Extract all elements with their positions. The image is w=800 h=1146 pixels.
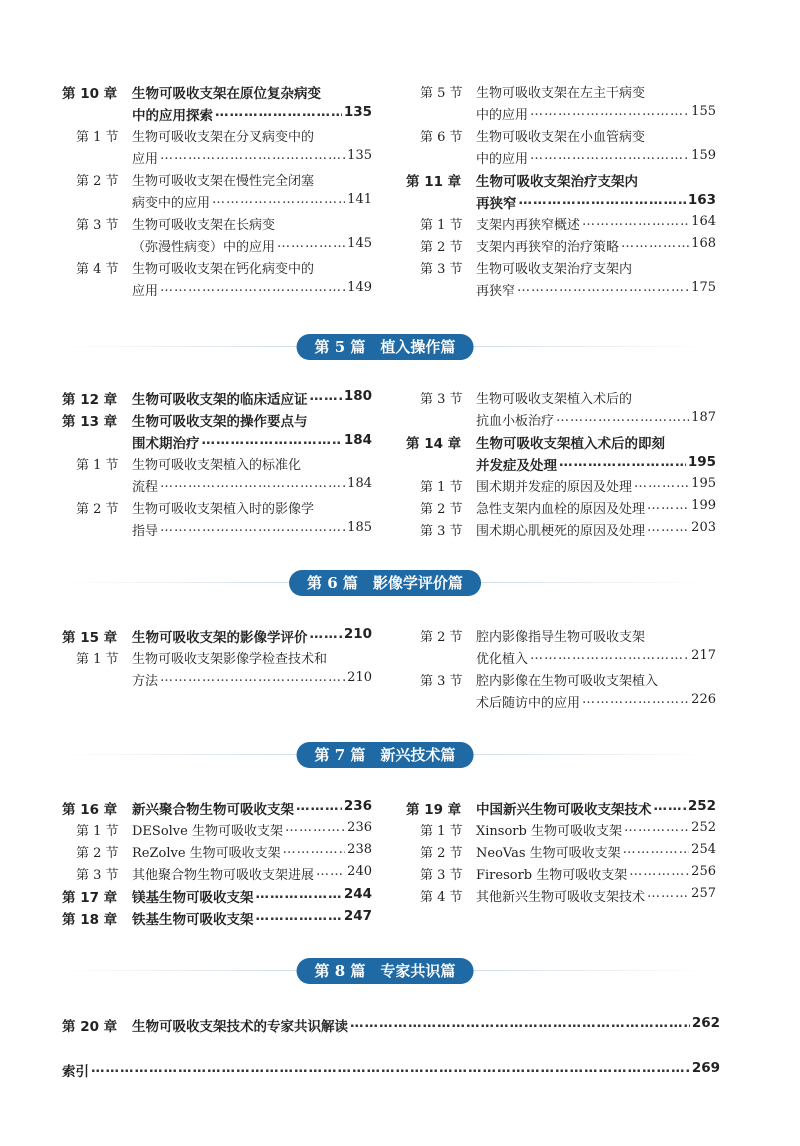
toc-section-entry[interactable] <box>62 646 372 668</box>
entry-title: 生物可吸收支架植入术后的 <box>476 392 633 407</box>
page-number: 185 <box>347 520 372 535</box>
page-number: 195 <box>687 454 716 470</box>
toc-section-entry[interactable] <box>406 80 716 102</box>
page-number: 247 <box>343 908 372 924</box>
page-number: 254 <box>691 842 716 857</box>
leader-dots <box>647 520 689 539</box>
leader-dots <box>582 692 689 711</box>
toc-part6-left <box>62 624 372 690</box>
page-number: 210 <box>343 626 372 642</box>
entry-title: 生物可吸收支架在原位复杂病变 <box>132 86 321 102</box>
toc-chapter-20[interactable] <box>62 1013 720 1035</box>
toc-section-entry[interactable] <box>406 212 716 234</box>
entry-title: 新兴聚合物生物可吸收支架 <box>132 802 294 818</box>
chapter-number: 第 19 章 <box>406 802 462 818</box>
entry-title: 生物可吸收支架植入术后的即刻 <box>476 436 665 452</box>
entry-title-line2: 指导 <box>132 524 159 539</box>
leader-dots <box>215 104 342 124</box>
page-number: 145 <box>347 236 372 251</box>
toc-section-entry[interactable] <box>406 818 716 840</box>
entry-title-line2: 病变中的应用 <box>132 196 211 211</box>
leader-dots <box>623 842 690 861</box>
entry-title: 围术期心肌梗死的原因及处理 <box>476 524 646 539</box>
entry-title-continued[interactable] <box>406 646 716 668</box>
toc-section-entry[interactable] <box>62 818 372 840</box>
entry-title: 生物可吸收支架治疗支架内 <box>476 174 638 190</box>
entry-title: 生物可吸收支架在长病变 <box>132 218 276 233</box>
section-number: 第 3 节 <box>420 262 463 277</box>
leader-dots <box>634 476 689 495</box>
chapter-number: 第 16 章 <box>62 802 118 818</box>
entry-title-continued[interactable] <box>406 146 716 168</box>
page-number: 155 <box>691 104 716 119</box>
leader-dots <box>582 214 689 233</box>
toc-section-entry[interactable] <box>62 212 372 234</box>
leader-dots <box>530 148 689 167</box>
entry-title-line2: 术后随访中的应用 <box>476 696 581 711</box>
leader-dots <box>647 886 689 905</box>
index-title: 索引 <box>62 1064 89 1080</box>
entry-title: 生物可吸收支架的操作要点与 <box>132 414 308 430</box>
section-number: 第 2 节 <box>420 502 463 517</box>
toc-section-entry[interactable] <box>406 474 716 496</box>
leader-dots <box>91 1060 690 1080</box>
toc-section-entry[interactable] <box>62 862 372 884</box>
entry-title: 其他聚合物生物可吸收支架进展 <box>132 868 315 883</box>
page-number: 244 <box>343 886 372 902</box>
page-number: 252 <box>687 798 716 814</box>
entry-title-continued[interactable] <box>406 102 716 124</box>
toc-part4-right <box>406 80 716 300</box>
leader-dots <box>530 648 689 667</box>
entry-title-line2: 围术期治疗 <box>132 436 200 452</box>
page-number: 217 <box>691 648 716 663</box>
page-number: 199 <box>691 498 716 513</box>
page-number: 195 <box>691 476 716 491</box>
toc-section-entry[interactable] <box>406 518 716 540</box>
entry-title-line2: 中的应用 <box>476 108 529 123</box>
toc-section-entry[interactable] <box>62 256 372 278</box>
page-number: 236 <box>347 820 372 835</box>
toc-section-entry[interactable] <box>406 884 716 906</box>
leader-dots <box>519 192 686 212</box>
page-number: 236 <box>343 798 372 814</box>
toc-chapter-entry[interactable] <box>62 386 372 408</box>
entry-title-continued[interactable] <box>62 474 372 496</box>
entry-title-continued[interactable] <box>62 146 372 168</box>
entry-title: 生物可吸收支架在小血管病变 <box>476 130 646 145</box>
leader-dots <box>212 192 345 211</box>
entry-title-line2: 流程 <box>132 480 159 495</box>
entry-title-continued[interactable] <box>406 408 716 430</box>
part-6-label: 第 6 篇 影像学评价篇 <box>289 570 481 596</box>
part-6-header <box>60 570 710 596</box>
section-number: 第 2 节 <box>76 502 119 517</box>
entry-title-continued[interactable] <box>62 278 372 300</box>
entry-title: 生物可吸收支架治疗支架内 <box>476 262 633 277</box>
section-number: 第 3 节 <box>420 674 463 689</box>
entry-title: ReZolve 生物可吸收支架 <box>132 846 281 861</box>
entry-title: 生物可吸收支架在分叉病变中的 <box>132 130 315 145</box>
entry-title: DESolve 生物可吸收支架 <box>132 824 283 839</box>
leader-dots <box>654 798 686 818</box>
chapter-number: 第 20 章 <box>62 1019 118 1035</box>
page-number: 262 <box>691 1015 720 1031</box>
leader-dots <box>160 670 345 689</box>
chapter-number: 第 10 章 <box>62 86 118 102</box>
toc-section-entry[interactable] <box>62 496 372 518</box>
page-number: 269 <box>691 1060 720 1076</box>
toc-section-entry[interactable] <box>406 624 716 646</box>
part-7-header <box>60 742 710 768</box>
leader-dots <box>285 820 345 839</box>
section-number: 第 2 节 <box>420 846 463 861</box>
section-number: 第 3 节 <box>420 524 463 539</box>
leader-dots <box>277 236 345 255</box>
page-number: 184 <box>343 432 372 448</box>
section-number: 第 1 节 <box>76 458 119 473</box>
entry-title: 中国新兴生物可吸收支架技术 <box>476 802 652 818</box>
entry-title: 急性支架内血栓的原因及处理 <box>476 502 646 517</box>
page-number: 180 <box>343 388 372 404</box>
entry-title: 生物可吸收支架影像学检查技术和 <box>132 652 328 667</box>
toc-chapter-entry[interactable] <box>62 624 372 646</box>
leader-dots <box>160 148 345 167</box>
entry-title: 支架内再狭窄概述 <box>476 218 581 233</box>
page-number: 175 <box>691 280 716 295</box>
leader-dots <box>160 280 345 299</box>
page-number: 164 <box>691 214 716 229</box>
leader-dots <box>256 886 342 906</box>
leader-dots <box>621 236 689 255</box>
page-number: 135 <box>347 148 372 163</box>
toc-index[interactable] <box>62 1058 720 1080</box>
page-number: 257 <box>691 886 716 901</box>
entry-title-line2: 应用 <box>132 284 159 299</box>
toc-section-entry[interactable] <box>62 168 372 190</box>
page-number: 163 <box>687 192 716 208</box>
page-number: 149 <box>347 280 372 295</box>
entry-title-line2: 再狭窄 <box>476 284 516 299</box>
section-number: 第 1 节 <box>76 652 119 667</box>
entry-title-line2: 中的应用探索 <box>132 108 213 124</box>
entry-title-continued[interactable] <box>406 452 716 474</box>
toc-part5-left <box>62 386 372 540</box>
part-5-label: 第 5 篇 植入操作篇 <box>297 334 474 360</box>
section-number: 第 3 节 <box>76 868 119 883</box>
page-number: 256 <box>691 864 716 879</box>
entry-title: 支架内再狭窄的治疗策略 <box>476 240 620 255</box>
page-number: 135 <box>343 104 372 120</box>
entry-title: 生物可吸收支架在慢性完全闭塞 <box>132 174 315 189</box>
toc-part4-left <box>62 80 372 300</box>
entry-title-line2: 再狭窄 <box>476 196 517 212</box>
toc-chapter-entry[interactable] <box>62 408 372 430</box>
toc-chapter-entry[interactable] <box>62 796 372 818</box>
entry-title-continued[interactable] <box>62 430 372 452</box>
entry-title-line2: （弥漫性病变）中的应用 <box>132 240 276 255</box>
entry-title: Xinsorb 生物可吸收支架 <box>476 824 622 839</box>
leader-dots <box>160 520 345 539</box>
toc-section-entry[interactable] <box>62 124 372 146</box>
leader-dots <box>256 908 342 928</box>
leader-dots <box>624 820 689 839</box>
section-number: 第 1 节 <box>76 824 119 839</box>
section-number: 第 3 节 <box>76 218 119 233</box>
section-number: 第 2 节 <box>420 630 463 645</box>
section-number: 第 1 节 <box>76 130 119 145</box>
entry-title: 腔内影像指导生物可吸收支架 <box>476 630 646 645</box>
leader-dots <box>316 864 345 883</box>
entry-title-continued[interactable] <box>62 102 372 124</box>
page-number: 240 <box>347 864 372 879</box>
page-number: 184 <box>347 476 372 491</box>
chapter-number: 第 11 章 <box>406 174 462 190</box>
toc-section-entry[interactable] <box>406 234 716 256</box>
chapter-number: 第 18 章 <box>62 912 118 928</box>
entry-title: NeoVas 生物可吸收支架 <box>476 846 621 861</box>
chapter-number: 第 17 章 <box>62 890 118 906</box>
part-8-label: 第 8 篇 专家共识篇 <box>297 958 474 984</box>
chapter-number: 第 13 章 <box>62 414 118 430</box>
page-number: 168 <box>691 236 716 251</box>
entry-title: 镁基生物可吸收支架 <box>132 890 254 906</box>
page-number: 252 <box>691 820 716 835</box>
leader-dots <box>160 476 345 495</box>
section-number: 第 5 节 <box>420 86 463 101</box>
section-number: 第 2 节 <box>76 846 119 861</box>
entry-title: 围术期并发症的原因及处理 <box>476 480 633 495</box>
entry-title-continued[interactable] <box>62 518 372 540</box>
section-number: 第 4 节 <box>420 890 463 905</box>
chapter-title: 生物可吸收支架技术的专家共识解读 <box>132 1019 348 1035</box>
toc-section-entry[interactable] <box>406 668 716 690</box>
toc-part7-left <box>62 796 372 928</box>
leader-dots <box>530 104 689 123</box>
section-number: 第 2 节 <box>420 240 463 255</box>
entry-title-line2: 优化植入 <box>476 652 529 667</box>
entry-title: 生物可吸收支架植入时的影像学 <box>132 502 315 517</box>
leader-dots <box>310 626 342 646</box>
chapter-number: 第 14 章 <box>406 436 462 452</box>
leader-dots <box>283 842 346 861</box>
toc-chapter-entry[interactable] <box>406 430 716 452</box>
toc-part6-right <box>406 624 716 712</box>
toc-section-entry[interactable] <box>406 862 716 884</box>
toc-section-entry[interactable] <box>406 256 716 278</box>
toc-section-entry[interactable] <box>62 452 372 474</box>
leader-dots <box>647 498 689 517</box>
section-number: 第 1 节 <box>420 218 463 233</box>
section-number: 第 6 节 <box>420 130 463 145</box>
entry-title: 铁基生物可吸收支架 <box>132 912 254 928</box>
part-5-header <box>60 334 710 360</box>
toc-chapter-entry[interactable] <box>406 168 716 190</box>
entry-title: 生物可吸收支架的临床适应证 <box>132 392 308 408</box>
page-number: 141 <box>347 192 372 207</box>
toc-section-entry[interactable] <box>62 840 372 862</box>
entry-title-line2: 抗血小板治疗 <box>476 414 555 429</box>
toc-part5-right <box>406 386 716 540</box>
section-number: 第 1 节 <box>420 824 463 839</box>
toc-chapter-entry[interactable] <box>62 906 372 928</box>
entry-title: Firesorb 生物可吸收支架 <box>476 868 628 883</box>
entry-title-continued[interactable] <box>62 190 372 212</box>
leader-dots <box>296 798 342 818</box>
entry-title: 生物可吸收支架在钙化病变中的 <box>132 262 315 277</box>
entry-title-continued[interactable] <box>406 190 716 212</box>
entry-title: 生物可吸收支架在左主干病变 <box>476 86 646 101</box>
toc-section-entry[interactable] <box>406 496 716 518</box>
entry-title-continued[interactable] <box>62 668 372 690</box>
leader-dots <box>556 410 689 429</box>
leader-dots <box>310 388 342 408</box>
page-number: 187 <box>691 410 716 425</box>
entry-title-line2: 应用 <box>132 152 159 167</box>
entry-title: 生物可吸收支架的影像学评价 <box>132 630 308 646</box>
section-number: 第 2 节 <box>76 174 119 189</box>
entry-title-line2: 方法 <box>132 674 159 689</box>
page-number: 226 <box>691 692 716 707</box>
leader-dots <box>559 454 686 474</box>
page-number: 210 <box>347 670 372 685</box>
toc-section-entry[interactable] <box>406 124 716 146</box>
entry-title-line2: 并发症及处理 <box>476 458 557 474</box>
leader-dots <box>202 432 342 452</box>
entry-title: 腔内影像在生物可吸收支架植入 <box>476 674 659 689</box>
page-number: 238 <box>347 842 372 857</box>
leader-dots <box>350 1015 690 1035</box>
entry-title: 其他新兴生物可吸收支架技术 <box>476 890 646 905</box>
entry-title-continued[interactable] <box>62 234 372 256</box>
section-number: 第 3 节 <box>420 868 463 883</box>
entry-title-continued[interactable] <box>406 690 716 712</box>
chapter-number: 第 15 章 <box>62 630 118 646</box>
leader-dots <box>517 280 689 299</box>
toc-section-entry[interactable] <box>406 840 716 862</box>
page-number: 159 <box>691 148 716 163</box>
toc-chapter-entry[interactable] <box>406 796 716 818</box>
entry-title: 生物可吸收支架植入的标准化 <box>132 458 302 473</box>
chapter-number: 第 12 章 <box>62 392 118 408</box>
leader-dots <box>629 864 689 883</box>
part-7-label: 第 7 篇 新兴技术篇 <box>297 742 474 768</box>
part-8-header <box>60 958 710 984</box>
page-number: 203 <box>691 520 716 535</box>
entry-title-line2: 中的应用 <box>476 152 529 167</box>
toc-chapter-entry[interactable] <box>62 80 372 102</box>
section-number: 第 3 节 <box>420 392 463 407</box>
toc-section-entry[interactable] <box>406 386 716 408</box>
toc-chapter-entry[interactable] <box>62 884 372 906</box>
section-number: 第 1 节 <box>420 480 463 495</box>
entry-title-continued[interactable] <box>406 278 716 300</box>
toc-part7-right <box>406 796 716 906</box>
section-number: 第 4 节 <box>76 262 119 277</box>
